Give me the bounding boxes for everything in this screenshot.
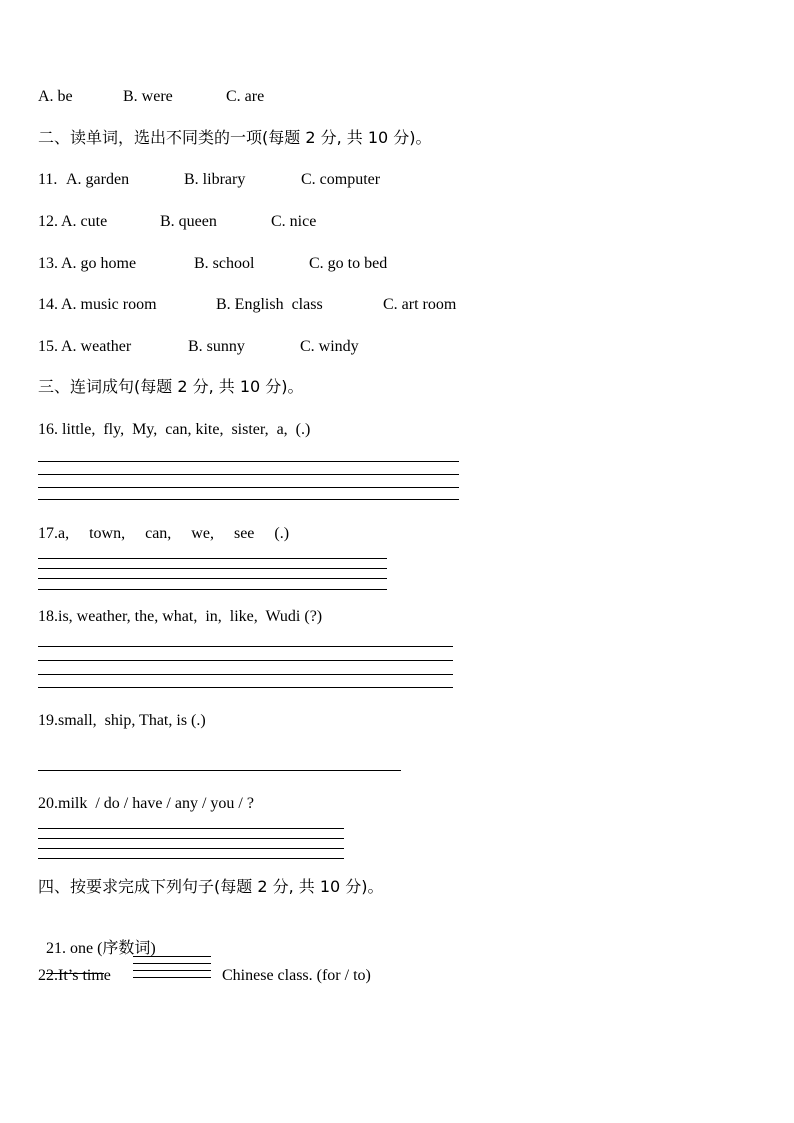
answer-line: [133, 977, 211, 978]
option-a: A. music room: [61, 296, 157, 313]
option-b: B. sunny: [188, 338, 245, 355]
q10-option-a: A. be: [38, 88, 73, 105]
option-c: C. go to bed: [309, 255, 388, 272]
question-number: 15.: [38, 338, 58, 355]
option-b: B. queen: [160, 213, 217, 230]
option-c: C. computer: [301, 171, 381, 188]
answer-line: [38, 838, 344, 839]
option-c: C. windy: [300, 338, 359, 355]
question-22-suffix: Chinese class. (for / to): [222, 967, 371, 984]
answer-line: [38, 660, 453, 661]
answer-line: [38, 568, 387, 569]
answer-line: [133, 970, 211, 971]
section4-heading: 四、按要求完成下列句子(每题 2 分, 共 10 分)。: [38, 877, 384, 896]
section3-heading: 三、连词成句(每题 2 分, 共 10 分)。: [38, 377, 304, 396]
question-16: 16. little, fly, My, can, kite, sister, a, (.): [38, 421, 311, 438]
question-17: 17.a, town, can, we, see (.): [38, 525, 290, 542]
question-22-prefix: 22.It’s time: [38, 967, 111, 984]
section2-heading: 二、读单词，选出不同类的一项(每题 2 分, 共 10 分)。: [38, 128, 432, 147]
answer-line: [38, 687, 453, 688]
question-number: 12.: [38, 213, 58, 230]
answer-line-19[interactable]: [38, 770, 401, 771]
question-number: 13.: [38, 255, 58, 272]
option-a: A. go home: [61, 255, 137, 272]
q10-option-b: B. were: [123, 88, 173, 105]
option-b: B. school: [194, 255, 255, 272]
answer-line: [38, 474, 459, 475]
answer-line: [133, 956, 211, 957]
answer-line: [38, 858, 344, 859]
question-number: 11.: [38, 171, 58, 188]
option-b: B. English class: [216, 296, 323, 313]
option-c: C. nice: [271, 213, 317, 230]
answer-line: [38, 578, 387, 579]
question-20: 20.milk / do / have / any / you / ?: [38, 795, 254, 812]
answer-line: [133, 963, 211, 964]
option-a: A. weather: [61, 338, 132, 355]
option-b: B. library: [184, 171, 246, 188]
answer-line: [38, 848, 344, 849]
answer-line: [38, 828, 344, 829]
answer-line: [38, 499, 459, 500]
answer-line: [38, 674, 453, 675]
question-number: 14.: [38, 296, 58, 313]
answer-line: [38, 558, 387, 559]
answer-line: [38, 461, 459, 462]
answer-line: [38, 589, 387, 590]
option-a: A. cute: [61, 213, 108, 230]
option-a: A. garden: [66, 171, 130, 188]
answer-line: [38, 487, 459, 488]
question-21-text: 21. one (序数词): [46, 940, 156, 957]
q10-option-c: C. are: [226, 88, 265, 105]
option-c: C. art room: [383, 296, 457, 313]
question-18: 18.is, weather, the, what, in, like, Wudi (?): [38, 608, 323, 625]
question-19: 19.small, ship, That, is (.): [38, 712, 206, 729]
q10-options-row: [38, 87, 338, 167]
answer-line: [38, 646, 453, 647]
